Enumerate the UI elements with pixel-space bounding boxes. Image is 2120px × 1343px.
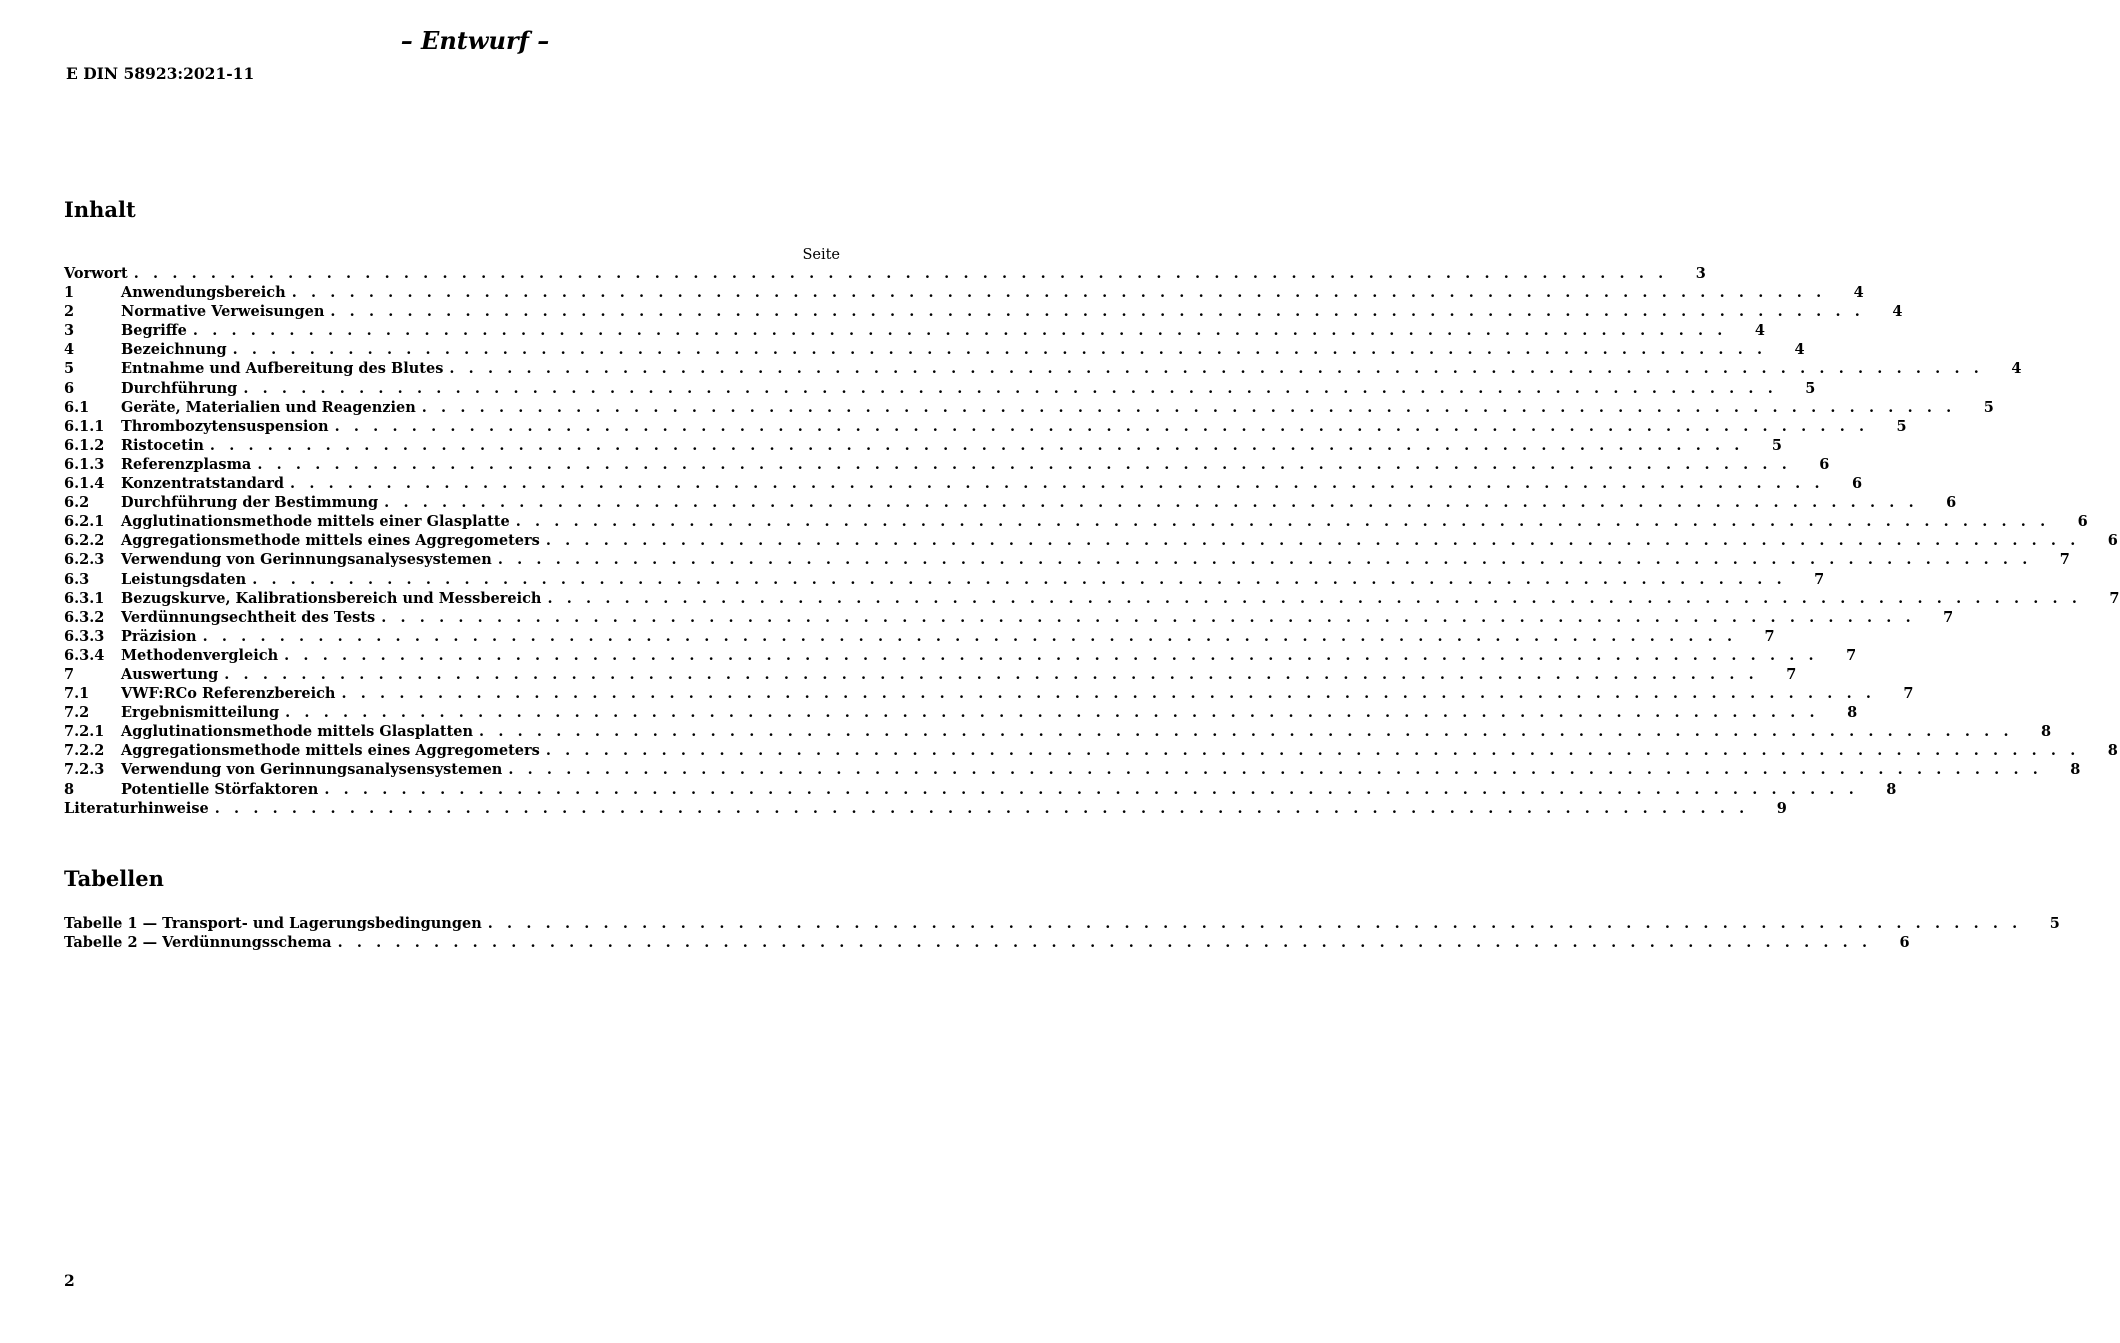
toc-entry-number: 2 xyxy=(64,303,75,321)
dot-leader: . . . . . . . . . . . . . . . . . . . . . . . . . . . . . . . . . . . . . . . . . . . . . . . . . . . . . . . . . . . . . . . . . . . . . . . . . . . . . . . . xyxy=(284,646,1819,664)
toc-entry-title: Literaturhinweise xyxy=(64,799,209,817)
toc-entry-number: 6.1.2 xyxy=(64,436,105,454)
toc-entry-title: Ergebnismitteilung xyxy=(121,704,280,722)
toc-entry-number: 7.2.1 xyxy=(64,723,105,741)
toc-entry[interactable] xyxy=(64,915,2060,934)
toc-entry[interactable] xyxy=(64,303,1903,322)
toc-entry-number: 6.2 xyxy=(64,494,90,512)
dot-leader: . . . . . . . . . . . . . . . . . . . . . . . . . . . . . . . . . . . . . . . . . . . . . . . . . . . . . . . . . . . . . . . . . . . . . . . . . . . . . . . . xyxy=(487,915,2022,932)
toc-entry[interactable] xyxy=(64,532,2118,551)
toc-entry-number: 7 xyxy=(64,665,75,683)
list-of-tables xyxy=(64,915,2060,953)
toc-entry[interactable] xyxy=(64,704,1858,723)
dot-leader: . . . . . . . . . . . . . . . . . . . . . . . . . . . . . . . . . . . . . . . . . . . . . . . . . . . . . . . . . . . . . . . . . . . . . . . . . . . . . . . . xyxy=(252,570,1787,588)
toc-entry-number: 4 xyxy=(64,341,75,359)
toc-entry-number: 6.3 xyxy=(64,570,90,588)
toc-entry[interactable] xyxy=(64,551,2070,570)
toc-entry-page: 4 xyxy=(1892,303,1903,321)
toc-entry[interactable] xyxy=(64,665,1797,685)
toc-entry[interactable] xyxy=(64,475,1863,494)
toc-entry-title: Aggregationsmethode mittels eines Aggregometers xyxy=(121,742,540,760)
toc-entry-number: 7.1 xyxy=(64,685,90,703)
dot-leader: . . . . . . . . . . . . . . . . . . . . . . . . . . . . . . . . . . . . . . . . . . . . . . . . . . . . . . . . . . . . . . . . . . . . . . . . . . . . . . . . xyxy=(334,417,1869,435)
toc-entry-title: Geräte, Materialien und Reagenzien xyxy=(121,398,416,416)
toc-entry-page: 8 xyxy=(2070,761,2081,779)
toc-entry-title: Thrombozytensuspension xyxy=(121,417,329,435)
toc-entry-page: 9 xyxy=(1776,799,1787,817)
dot-leader: . . . . . . . . . . . . . . . . . . . . . . . . . . . . . . . . . . . . . . . . . . . . . . . . . . . . . . . . . . . . . . . . . . . . . . . . . . . . . . . . xyxy=(421,398,1956,416)
toc-entry-title: Ristocetin xyxy=(121,436,204,454)
dot-leader: . . . . . . . . . . . . . . . . . . . . . . . . . . . . . . . . . . . . . . . . . . . . . . . . . . . . . . . . . . . . . . . . . . . . . . . . . . . . . . . . xyxy=(232,341,1767,359)
toc-entry[interactable] xyxy=(64,742,2118,761)
toc-entry[interactable] xyxy=(64,723,2052,742)
toc-entry-title: Bezeichnung xyxy=(121,341,227,359)
toc-entry[interactable] xyxy=(64,799,1787,819)
dot-leader: . . . . . . . . . . . . . . . . . . . . . . . . . . . . . . . . . . . . . . . . . . . . . . . . . . . . . . . . . . . . . . . . . . . . . . . . . . . . . . . . xyxy=(545,532,2080,550)
toc-entry-number: 6.2.2 xyxy=(64,532,105,550)
dot-leader: . . . . . . . . . . . . . . . . . . . . . . . . . . . . . . . . . . . . . . . . . . . . . . . . . . . . . . . . . . . . . . . . . . . . . . . . . . . . . . . . xyxy=(202,627,1737,645)
toc-entry-title: Verdünnungsechtheit des Tests xyxy=(121,608,376,626)
toc-entry-number: 7.2.3 xyxy=(64,761,105,779)
toc-entry[interactable] xyxy=(64,646,1857,666)
toc-entry-page: 4 xyxy=(1754,322,1765,340)
toc-entry-title: Tabelle 2 — Verdünnungsschema xyxy=(64,934,332,952)
toc-entry-title: Anwendungsbereich xyxy=(121,284,286,302)
dot-leader: . . . . . . . . . . . . . . . . . . . . . . . . . . . . . . . . . . . . . . . . . . . . . . . . . . . . . . . . . . . . . . . . . . . . . . . . . . . . . . . . xyxy=(337,934,1872,952)
toc-entry-number: 6.1 xyxy=(64,398,90,416)
dot-leader: . . . . . . . . . . . . . . . . . . . . . . . . . . . . . . . . . . . . . . . . . . . . . . . . . . . . . . . . . . . . . . . . . . . . . . . . . . . . . . . . xyxy=(508,761,2043,779)
toc-entry-title: Verwendung von Gerinnungsanalysesystemen xyxy=(121,551,492,569)
dot-leader: . . . . . . . . . . . . . . . . . . . . . . . . . . . . . . . . . . . . . . . . . . . . . . . . . . . . . . . . . . . . . . . . . . . . . . . . . . . . . . . . xyxy=(515,513,2050,531)
dot-leader: . . . . . . . . . . . . . . . . . . . . . . . . . . . . . . . . . . . . . . . . . . . . . . . . . . . . . . . . . . . . . . . . . . . . . . . . . . . . . . . . xyxy=(449,360,1984,378)
toc-entry-number: 1 xyxy=(64,284,75,302)
toc-entry-title: Methodenvergleich xyxy=(121,646,279,664)
toc-entry-title: Tabelle 1 — Transport- und Lagerungsbedingungen xyxy=(64,915,482,932)
toc-entry-page: 6 xyxy=(1946,494,1957,512)
dot-leader: . . . . . . . . . . . . . . . . . . . . . . . . . . . . . . . . . . . . . . . . . . . . . . . . . . . . . . . . . . . . . . . . . . . . . . . . . . . . . . . . xyxy=(324,780,1859,798)
toc-entry-number: 7.2 xyxy=(64,704,90,722)
dot-leader: . . . . . . . . . . . . . . . . . . . . . . . . . . . . . . . . . . . . . . . . . . . . . . . . . . . . . . . . . . . . . . . . . . . . . . . . . . . . . . . . xyxy=(285,704,1820,722)
table-of-contents xyxy=(64,265,2120,819)
tables-heading: Tabellen xyxy=(64,866,164,891)
toc-entry-number: 5 xyxy=(64,360,75,378)
toc-entry-page: 7 xyxy=(1846,646,1857,664)
dot-leader: . . . . . . . . . . . . . . . . . . . . . . . . . . . . . . . . . . . . . . . . . . . . . . . . . . . . . . . . . . . . . . . . . . . . . . . . . . . . . . . . xyxy=(243,379,1778,397)
dot-leader: . . . . . . . . . . . . . . . . . . . . . . . . . . . . . . . . . . . . . . . . . . . . . . . . . . . . . . . . . . . . . . . . . . . . . . . . . . . . . . . . xyxy=(545,742,2080,760)
toc-entry-number: 6.3.2 xyxy=(64,608,105,626)
toc-entry-title: Verwendung von Gerinnungsanalysensystemen xyxy=(121,761,503,779)
toc-entry-page: 7 xyxy=(2059,551,2070,569)
toc-entry-page: 8 xyxy=(2107,742,2118,760)
toc-entry-number: 6 xyxy=(64,379,75,397)
toc-entry-title: Begriffe xyxy=(121,322,187,340)
dot-leader: . . . . . . . . . . . . . . . . . . . . . . . . . . . . . . . . . . . . . . . . . . . . . . . . . . . . . . . . . . . . . . . . . . . . . . . . . . . . . . . . xyxy=(133,265,1668,282)
toc-entry-title: Agglutinationsmethode mittels Glasplatten xyxy=(121,723,474,741)
toc-entry-page: 7 xyxy=(2109,589,2120,607)
dot-leader: . . . . . . . . . . . . . . . . . . . . . . . . . . . . . . . . . . . . . . . . . . . . . . . . . . . . . . . . . . . . . . . . . . . . . . . . . . . . . . . . xyxy=(381,608,1916,626)
toc-entry[interactable] xyxy=(64,417,1907,437)
toc-entry-page: 6 xyxy=(2107,532,2118,550)
toc-entry[interactable] xyxy=(64,934,1910,953)
toc-entry[interactable] xyxy=(64,436,1782,456)
toc-entry-title: Agglutinationsmethode mittels einer Glasplatte xyxy=(121,513,510,531)
toc-entry-title: Potentielle Störfaktoren xyxy=(121,780,319,798)
toc-entry-page: 7 xyxy=(1786,665,1797,683)
toc-entry-title: Entnahme und Aufbereitung des Blutes xyxy=(121,360,444,378)
toc-entry-page: 5 xyxy=(1805,379,1816,397)
toc-entry[interactable] xyxy=(64,627,1775,647)
toc-entry-page: 3 xyxy=(1695,265,1706,282)
toc-entry-number: 7.2.2 xyxy=(64,742,105,760)
toc-entry-title: Auswertung xyxy=(121,665,219,683)
document-id: E DIN 58923:2021-11 xyxy=(66,64,255,83)
toc-entry-number: 6.3.1 xyxy=(64,589,105,607)
toc-entry-page: 6 xyxy=(1819,455,1830,473)
dot-leader: . . . . . . . . . . . . . . . . . . . . . . . . . . . . . . . . . . . . . . . . . . . . . . . . . . . . . . . . . . . . . . . . . . . . . . . . . . . . . . . . xyxy=(479,723,2014,741)
toc-entry-page: 7 xyxy=(1943,608,1954,626)
toc-entry-title: Durchführung der Bestimmung xyxy=(121,494,379,512)
page-column-label: Seite xyxy=(802,247,840,263)
draft-label: – Entwurf – xyxy=(400,26,550,55)
toc-entry-number: 6.3.4 xyxy=(64,646,105,664)
toc-entry[interactable] xyxy=(64,322,1765,341)
toc-entry[interactable] xyxy=(64,608,1954,628)
toc-entry[interactable] xyxy=(64,360,2022,379)
toc-entry-title: Aggregationsmethode mittels eines Aggregometers xyxy=(121,532,540,550)
toc-entry-page: 5 xyxy=(1771,436,1782,454)
toc-entry-title: Durchführung xyxy=(121,379,238,397)
toc-entry[interactable] xyxy=(64,265,1706,284)
toc-entry-title: Präzision xyxy=(121,627,197,645)
toc-entry-title: Leistungsdaten xyxy=(121,570,247,588)
toc-entry-number: 6.3.3 xyxy=(64,627,105,645)
toc-entry[interactable] xyxy=(64,455,1830,475)
toc-entry[interactable] xyxy=(64,494,1957,513)
page-number: 2 xyxy=(64,1271,75,1290)
toc-entry-number: 6.2.1 xyxy=(64,513,105,531)
toc-entry-page: 4 xyxy=(1794,341,1805,359)
toc-entry-page: 6 xyxy=(1899,934,1910,952)
dot-leader: . . . . . . . . . . . . . . . . . . . . . . . . . . . . . . . . . . . . . . . . . . . . . . . . . . . . . . . . . . . . . . . . . . . . . . . . . . . . . . . . xyxy=(224,665,1759,683)
dot-leader: . . . . . . . . . . . . . . . . . . . . . . . . . . . . . . . . . . . . . . . . . . . . . . . . . . . . . . . . . . . . . . . . . . . . . . . . . . . . . . . . xyxy=(497,551,2032,569)
toc-entry[interactable] xyxy=(64,570,1825,590)
toc-entry-number: 6.2.3 xyxy=(64,551,105,569)
toc-entry-page: 8 xyxy=(1886,780,1897,798)
toc-entry-number: 8 xyxy=(64,780,75,798)
toc-entry-title: Bezugskurve, Kalibrationsbereich und Messbereich xyxy=(121,589,542,607)
toc-entry[interactable] xyxy=(64,284,1864,303)
toc-entry-page: 8 xyxy=(2041,723,2052,741)
toc-entry-page: 7 xyxy=(1814,570,1825,588)
dot-leader: . . . . . . . . . . . . . . . . . . . . . . . . . . . . . . . . . . . . . . . . . . . . . . . . . . . . . . . . . . . . . . . . . . . . . . . . . . . . . . . . xyxy=(547,589,2082,607)
toc-entry[interactable] xyxy=(64,398,1994,418)
toc-entry-title: Konzentratstandard xyxy=(121,475,285,493)
toc-entry[interactable] xyxy=(64,589,2120,609)
toc-entry[interactable] xyxy=(64,513,2088,532)
contents-heading: Inhalt xyxy=(64,197,136,222)
toc-entry[interactable] xyxy=(64,379,1816,399)
toc-entry[interactable] xyxy=(64,341,1805,360)
toc-entry-page: 5 xyxy=(2049,915,2060,932)
toc-entry-page: 4 xyxy=(2011,360,2022,378)
toc-entry[interactable] xyxy=(64,780,1897,800)
toc-entry-number: 6.1.4 xyxy=(64,475,105,493)
toc-entry-title: VWF:RCo Referenzbereich xyxy=(121,685,336,703)
toc-entry[interactable] xyxy=(64,685,1914,704)
toc-entry-page: 5 xyxy=(1896,417,1907,435)
toc-entry-title: Vorwort xyxy=(64,265,128,282)
toc-entry-page: 4 xyxy=(1853,284,1864,302)
dot-leader: . . . . . . . . . . . . . . . . . . . . . . . . . . . . . . . . . . . . . . . . . . . . . . . . . . . . . . . . . . . . . . . . . . . . . . . . . . . . . . . . xyxy=(341,685,1876,703)
toc-entry-number: 3 xyxy=(64,322,75,340)
dot-leader: . . . . . . . . . . . . . . . . . . . . . . . . . . . . . . . . . . . . . . . . . . . . . . . . . . . . . . . . . . . . . . . . . . . . . . . . . . . . . . . . xyxy=(291,284,1826,302)
toc-entry-title: Referenzplasma xyxy=(121,455,252,473)
toc-entry-number: 6.1.3 xyxy=(64,455,105,473)
dot-leader: . . . . . . . . . . . . . . . . . . . . . . . . . . . . . . . . . . . . . . . . . . . . . . . . . . . . . . . . . . . . . . . . . . . . . . . . . . . . . . . . xyxy=(192,322,1727,340)
dot-leader: . . . . . . . . . . . . . . . . . . . . . . . . . . . . . . . . . . . . . . . . . . . . . . . . . . . . . . . . . . . . . . . . . . . . . . . . . . . . . . . . xyxy=(330,303,1865,321)
toc-entry[interactable] xyxy=(64,761,2081,780)
toc-entry-page: 8 xyxy=(1847,704,1858,722)
dot-leader: . . . . . . . . . . . . . . . . . . . . . . . . . . . . . . . . . . . . . . . . . . . . . . . . . . . . . . . . . . . . . . . . . . . . . . . . . . . . . . . . xyxy=(290,475,1825,493)
toc-entry-page: 6 xyxy=(2077,513,2088,531)
toc-entry-page: 6 xyxy=(1852,475,1863,493)
toc-entry-title: Normative Verweisungen xyxy=(121,303,325,321)
dot-leader: . . . . . . . . . . . . . . . . . . . . . . . . . . . . . . . . . . . . . . . . . . . . . . . . . . . . . . . . . . . . . . . . . . . . . . . . . . . . . . . . xyxy=(214,799,1749,817)
dot-leader: . . . . . . . . . . . . . . . . . . . . . . . . . . . . . . . . . . . . . . . . . . . . . . . . . . . . . . . . . . . . . . . . . . . . . . . . . . . . . . . . xyxy=(384,494,1919,512)
dot-leader: . . . . . . . . . . . . . . . . . . . . . . . . . . . . . . . . . . . . . . . . . . . . . . . . . . . . . . . . . . . . . . . . . . . . . . . . . . . . . . . . xyxy=(209,436,1744,454)
toc-entry-page: 5 xyxy=(1983,398,1994,416)
dot-leader: . . . . . . . . . . . . . . . . . . . . . . . . . . . . . . . . . . . . . . . . . . . . . . . . . . . . . . . . . . . . . . . . . . . . . . . . . . . . . . . . xyxy=(257,455,1792,473)
toc-entry-number: 6.1.1 xyxy=(64,417,105,435)
toc-entry-page: 7 xyxy=(1903,685,1914,703)
toc-entry-page: 7 xyxy=(1764,627,1775,645)
